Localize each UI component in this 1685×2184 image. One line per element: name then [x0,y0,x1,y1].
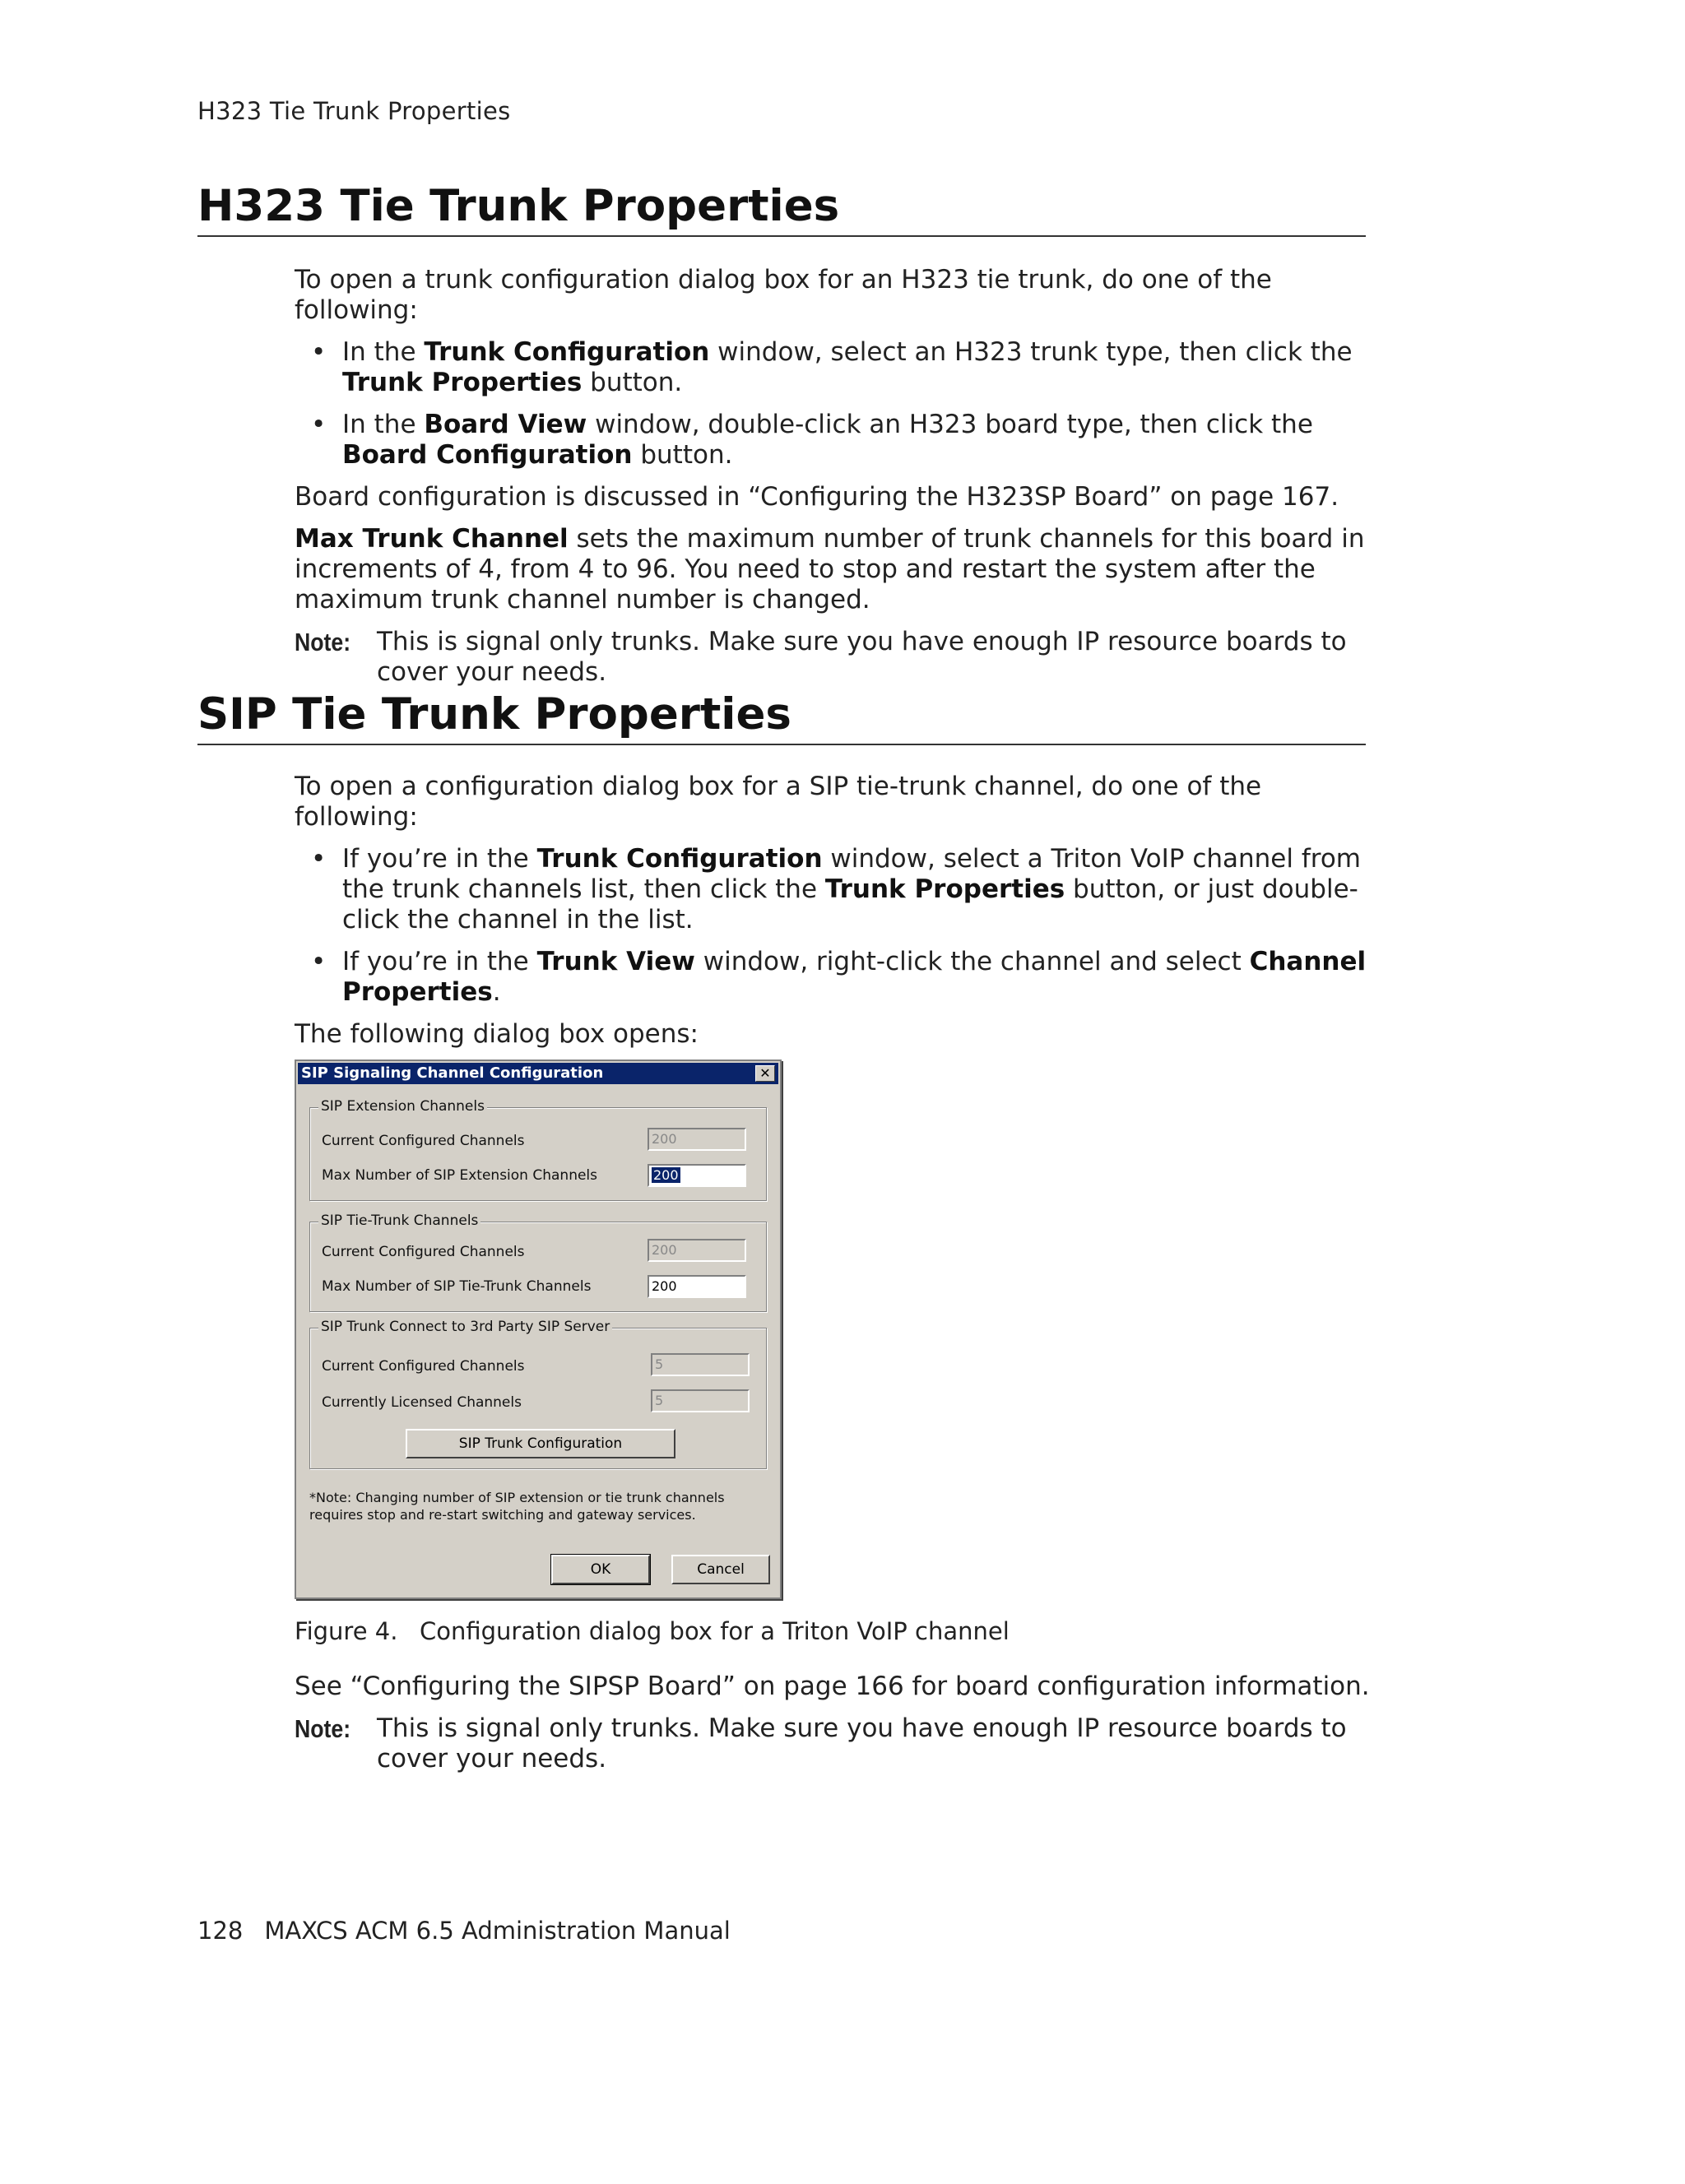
page-footer [197,1917,731,1945]
figure-number: Figure 4. [295,1617,398,1645]
sip-bullet-1 [295,844,1372,935]
ok-button[interactable]: OK [551,1555,650,1584]
max-trunk-paragraph [295,524,1372,615]
dialog-intro: The following dialog box opens: [295,1019,699,1049]
bold-text: Board Configuration [342,440,633,470]
selected-text: 200 [653,1167,679,1183]
text: window, select an H323 trunk type, then click the [709,337,1353,367]
bold-text: Trunk Properties [824,874,1065,904]
text: If you’re in the [342,844,537,874]
group-legend: SIP Extension Channels [318,1098,487,1115]
ext-current-configured-field: 200 [648,1128,746,1151]
bold-text: Trunk Properties [342,368,583,397]
text: In the [342,410,425,439]
board-config-paragraph: Board configuration is discussed in “Configuring the H323SP Board” on page 167. [295,482,1339,512]
max-tie-channels-label: Max Number of SIP Tie-Trunk Channels [322,1278,592,1295]
section-sip-body [295,772,1372,1061]
figure-caption [295,1617,1010,1645]
bold-text: Channel Properties [342,947,1367,1007]
current-configured-label: Current Configured Channels [322,1133,525,1149]
group-legend: SIP Tie-Trunk Channels [318,1213,480,1229]
text: button, or just double-click the channel in the list. [342,874,1358,934]
note-label: Note: [295,628,351,656]
bold-text: Max Trunk Channel [295,524,569,554]
bullet-dot: • [311,844,327,874]
h323-bullet-1 [295,337,1372,398]
sip-intro: To open a configuration dialog box for a SIP tie-trunk channel, do one of the following: [295,772,1262,832]
bullet-dot: • [311,410,327,439]
text: window, double-click an H323 board type, then click the [587,410,1313,439]
group-sip-extension-channels [309,1098,767,1201]
current-configured-label: Current Configured Channels [322,1244,525,1260]
after-figure-block [295,1672,1372,1786]
max-ext-channels-label: Max Number of SIP Extension Channels [322,1167,598,1184]
manual-title: MAXCS ACM 6.5 Administration Manual [264,1917,731,1945]
text: If you’re in the [342,947,537,976]
group-sip-trunk-3rd-party [309,1319,767,1469]
section-title-h323: H323 Tie Trunk Properties [197,183,1366,237]
dialog-title: SIP Signaling Channel Configuration [301,1064,604,1082]
max-tie-channels-input[interactable]: 200 [648,1275,746,1298]
page-number: 128 [197,1917,244,1945]
text: window, select a Triton VoIP channel from the trunk channels list, then click the [342,844,1361,904]
current-configured-label: Current Configured Channels [322,1358,525,1375]
dialog-titlebar[interactable] [298,1063,778,1084]
sip-bullet-2 [295,947,1372,1008]
figure-caption-text: Configuration dialog box for a Triton VoIP channel [420,1617,1010,1645]
h323-intro: To open a trunk configuration dialog box for an H323 tie trunk, do one of the following: [295,265,1272,325]
cancel-button[interactable]: Cancel [671,1555,770,1584]
group-sip-tie-trunk-channels [309,1213,767,1312]
text: sets the maximum number of trunk channels for this board in increments of 4, from 4 to 96. You need to stop and restart the system after the maximum trunk channel number is changed. [295,524,1365,614]
running-header: H323 Tie Trunk Properties [197,97,511,125]
close-icon[interactable]: ✕ [755,1065,775,1082]
currently-licensed-field: 5 [651,1389,750,1412]
h323-bullet-2 [295,410,1372,471]
section-h323-body [295,265,1372,699]
3rd-party-current-configured-field: 5 [651,1353,750,1376]
dialog-note: *Note: Changing number of SIP extension or tie trunk channels requires stop and re-start switching and gateway services. [309,1490,725,1523]
note-text: This is signal only trunks. Make sure you have enough IP resource boards to cover your needs. [377,1713,1347,1774]
group-legend: SIP Trunk Connect to 3rd Party SIP Server [318,1319,612,1335]
h323-bullet-list [295,337,1372,471]
note-text: This is signal only trunks. Make sure you have enough IP resource boards to cover your needs. [377,627,1347,687]
sip-bullet-list [295,844,1372,1008]
bold-text: Board View [424,410,587,439]
sip-config-dialog [295,1060,782,1599]
text: button. [582,368,683,397]
text: In the [342,337,425,367]
text: button. [632,440,733,470]
bullet-dot: • [311,337,327,367]
h323-note [295,627,1372,688]
note-label: Note: [295,1714,351,1743]
text: . [492,977,501,1007]
bold-text: Trunk Configuration [424,337,710,367]
bold-text: Trunk View [536,947,695,976]
sipsp-reference: See “Configuring the SIPSP Board” on page 166 for board configuration information. [295,1672,1370,1701]
section-title-sip: SIP Tie Trunk Properties [197,691,1366,745]
bullet-dot: • [311,947,327,976]
bold-text: Trunk Configuration [536,844,823,874]
sip-note [295,1713,1372,1774]
sip-trunk-configuration-button[interactable]: SIP Trunk Configuration [406,1429,675,1458]
currently-licensed-label: Currently Licensed Channels [322,1394,522,1411]
text: window, right-click the channel and select [694,947,1250,976]
tie-current-configured-field: 200 [648,1239,746,1262]
max-ext-channels-input[interactable] [648,1164,746,1187]
